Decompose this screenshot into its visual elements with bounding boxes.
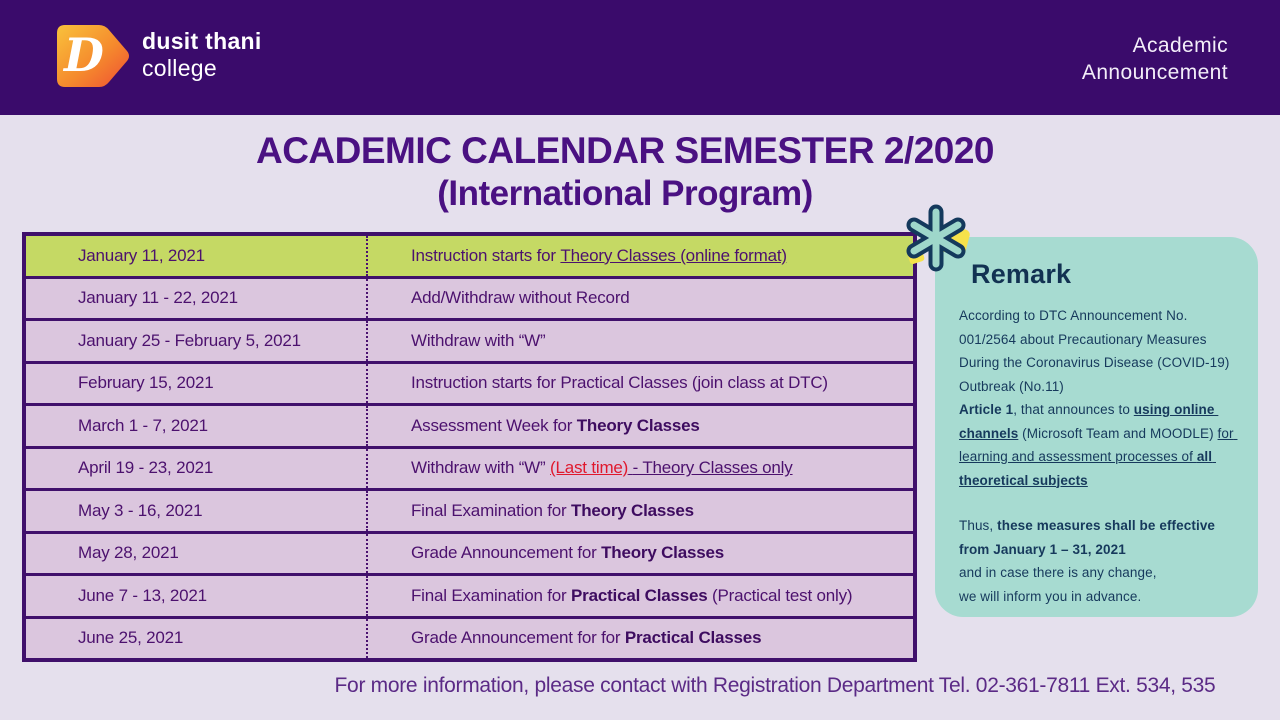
calendar-event-cell: Instruction starts for Theory Classes (online format): [411, 245, 787, 265]
calendar-row: [26, 619, 913, 659]
calendar-row: [26, 321, 913, 364]
calendar-event-cell: Assessment Week for Theory Classes: [411, 415, 700, 435]
asterisk-star-icon: [901, 203, 971, 273]
calendar-date-cell: May 3 - 16, 2021: [26, 491, 368, 531]
college-name-line1: dusit thani: [142, 28, 262, 54]
remark-paragraph-1: According to DTC Announcement No. 001/2564 about Precautionary Measures During the Coronavirus Disease (COVID-19) Outbreak (No.11): [959, 308, 1234, 394]
page-title: [0, 130, 1250, 214]
calendar-row: [26, 491, 913, 534]
calendar-date-cell: June 7 - 13, 2021: [26, 576, 368, 616]
calendar-event-cell: Grade Announcement for for Practical Classes: [411, 628, 762, 648]
page-title-line2: (International Program): [437, 174, 813, 213]
calendar-row: [26, 406, 913, 449]
calendar-event-cell: Final Examination for Practical Classes (Practical test only): [411, 585, 853, 605]
calendar-row: [26, 236, 913, 279]
college-wordmark: [142, 28, 262, 82]
calendar-event-cell: Withdraw with “W” (Last time) - Theory Classes only: [411, 458, 793, 478]
calendar-date-cell: February 15, 2021: [26, 364, 368, 404]
calendar-date-cell: January 25 - February 5, 2021: [26, 321, 368, 361]
announcement-label-line1: Academic: [1132, 34, 1228, 57]
calendar-event-cell: Instruction starts for Practical Classes (join class at DTC): [411, 373, 828, 393]
remark-body: [959, 304, 1238, 608]
academic-calendar-table: [22, 232, 917, 662]
calendar-event-cell: Withdraw with “W”: [411, 330, 546, 350]
header-bar: [0, 0, 1280, 115]
calendar-event-cell: Add/Withdraw without Record: [411, 288, 630, 308]
calendar-row: [26, 364, 913, 407]
remark-panel: [935, 237, 1258, 617]
calendar-event-cell: Grade Announcement for Theory Classes: [411, 543, 724, 563]
calendar-date-cell: April 19 - 23, 2021: [26, 449, 368, 489]
contact-info: For more information, please contact with Registration Department Tel. 02-361-7811 Ext. 534, 535: [334, 674, 1216, 697]
calendar-row: [26, 449, 913, 492]
remark-paragraph-3: Thus, these measures shall be effective from January 1 – 31, 2021 and in case there is any change, we will inform you in advance.: [959, 518, 1216, 604]
calendar-date-cell: January 11, 2021: [26, 236, 368, 276]
calendar-date-cell: January 11 - 22, 2021: [26, 279, 368, 319]
calendar-date-cell: June 25, 2021: [26, 619, 368, 659]
calendar-row: [26, 534, 913, 577]
calendar-row: [26, 279, 913, 322]
remark-heading: Remark: [971, 259, 1072, 289]
announcement-label: [1082, 32, 1228, 86]
college-name-line2: college: [142, 55, 217, 81]
college-logo-icon: [54, 23, 132, 89]
announcement-label-line2: Announcement: [1081, 61, 1228, 84]
remark-paragraph-2: Article 1, that announces to using online channels (Microsoft Team and MOODLE) for learning and assessment processes of all theoretical subjects: [959, 402, 1238, 488]
svg-text:D: D: [64, 28, 104, 82]
calendar-event-cell: Final Examination for Theory Classes: [411, 500, 694, 520]
calendar-row: [26, 576, 913, 619]
calendar-date-cell: March 1 - 7, 2021: [26, 406, 368, 446]
calendar-date-cell: May 28, 2021: [26, 534, 368, 574]
page-title-line1: ACADEMIC CALENDAR SEMESTER 2/2020: [255, 130, 995, 171]
